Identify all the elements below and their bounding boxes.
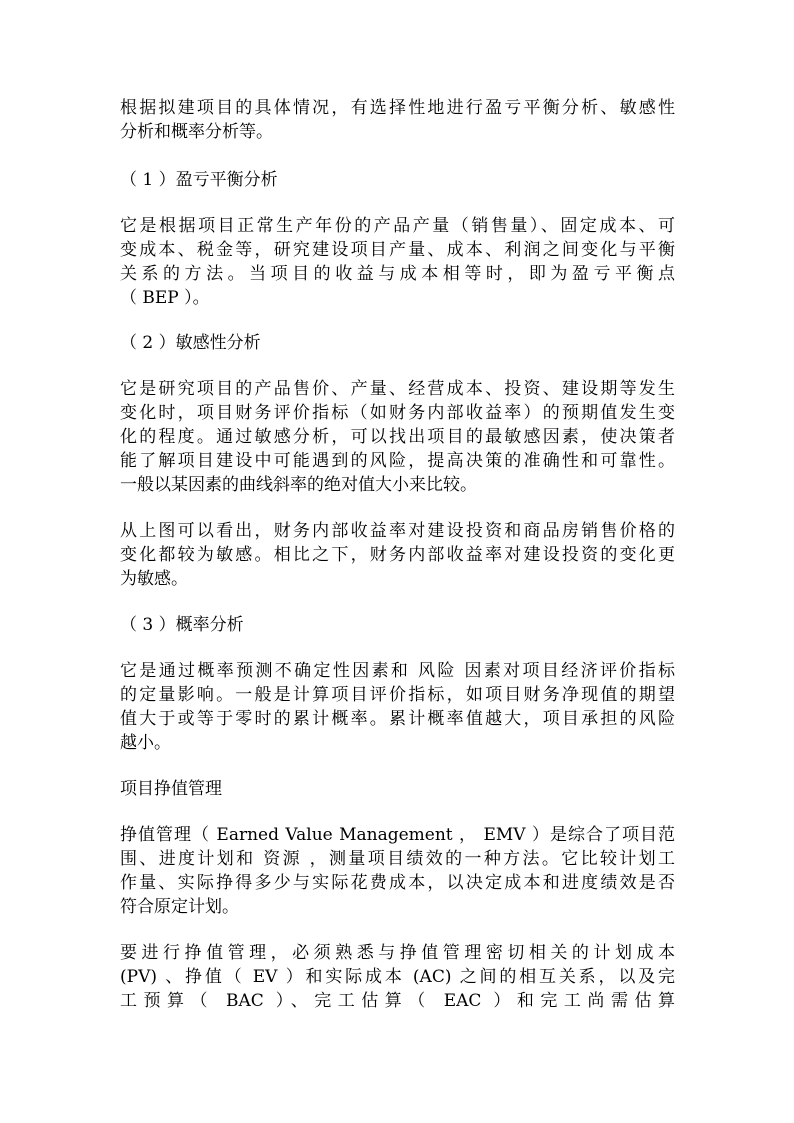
section-heading-breakeven <box>120 168 675 192</box>
text-line: 一般以某因素的曲线斜率的绝对值大小来比较。 <box>120 475 477 495</box>
text-line: 化的程度。通过敏感分析，可以找出项目的最敏感因素，使决策者 <box>120 427 675 447</box>
text-line: (PV) 、挣值（ EV ）和实际成本 (AC) 之间的相互关系，以及完 <box>120 967 675 987</box>
text-line: 从上图可以看出，财务内部收益率对建设投资和商品房销售价格的 <box>120 521 675 541</box>
intro-paragraph <box>120 96 675 144</box>
sensitivity-paragraph <box>120 377 675 497</box>
probability-paragraph <box>120 659 675 755</box>
text-line: 变成本、税金等，研究建设项目产量、成本、利润之间变化与平衡 <box>120 240 675 260</box>
text-line: 它是根据项目正常生产年份的产品产量（销售量）、固定成本、可 <box>120 216 675 236</box>
text-line: 要进行挣值管理，必须熟悉与挣值管理密切相关的计划成本 <box>120 943 675 963</box>
earned-value-paragraph <box>120 823 675 919</box>
text-line: 关系的方法。当项目的收益与成本相等时，即为盈亏平衡点 <box>120 264 675 284</box>
text-line: 为敏感。 <box>120 569 188 589</box>
text-line: 越小。 <box>120 733 171 753</box>
breakeven-paragraph <box>120 214 675 310</box>
text-line: 值大于或等于零时的累计概率。累计概率值越大，项目承担的风险 <box>120 709 675 729</box>
text-line: （ BEP ）。 <box>120 288 210 308</box>
text-line: 作量、实际挣得多少与实际花费成本，以决定成本和进度绩效是否 <box>120 873 675 893</box>
earned-value-terms-paragraph <box>120 941 675 1013</box>
heading-text: （ 3 ）概率分析 <box>120 615 244 635</box>
text-line: 挣值管理（ Earned Value Management ， EMV ）是综合了项目范 <box>120 825 675 845</box>
section-heading-earned-value <box>120 777 675 801</box>
text-line: 分析和概率分析等。 <box>120 122 273 142</box>
heading-text: （ 1 ）盈亏平衡分析 <box>120 170 278 190</box>
chart-observation-paragraph <box>120 519 675 591</box>
heading-text: 项目挣值管理 <box>120 779 222 799</box>
text-line: 符合原定计划。 <box>120 897 239 917</box>
section-heading-probability <box>120 613 675 637</box>
text-line: 变化时，项目财务评价指标（如财务内部收益率）的预期值发生变 <box>120 403 675 423</box>
text-line: 的定量影响。一般是计算项目评价指标，如项目财务净现值的期望 <box>120 685 675 705</box>
section-heading-sensitivity <box>120 331 675 355</box>
text-line: 它是通过概率预测不确定性因素和 风险 因素对项目经济评价指标 <box>120 661 675 681</box>
heading-text: （ 2 ）敏感性分析 <box>120 333 261 353</box>
text-line: 根据拟建项目的具体情况，有选择性地进行盈亏平衡分析、敏感性 <box>120 98 675 118</box>
text-line: 能了解项目建设中可能遇到的风险，提高决策的准确性和可靠性。 <box>120 451 675 471</box>
text-line: 围、进度计划和 资源 ，测量项目绩效的一种方法。它比较计划工 <box>120 849 675 869</box>
text-line: 变化都较为敏感。相比之下，财务内部收益率对建设投资的变化更 <box>120 545 675 565</box>
text-line: 它是研究项目的产品售价、产量、经营成本、投资、建设期等发生 <box>120 379 675 399</box>
text-line: 工预算（ BAC ）、完工估算（ EAC ）和完工尚需估算 <box>120 991 675 1011</box>
